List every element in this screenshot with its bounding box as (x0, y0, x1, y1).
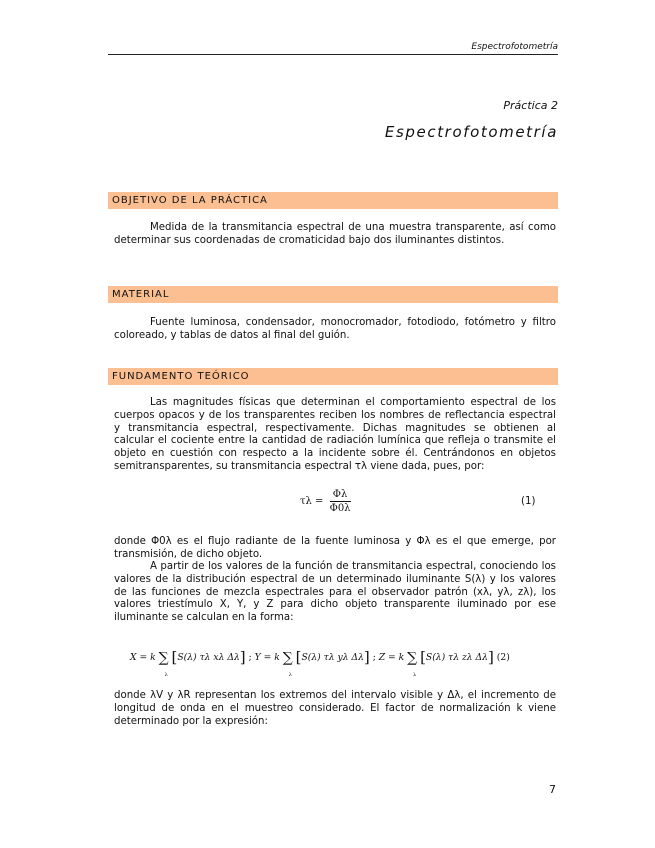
fundamento-paragraph-1: Las magnitudes físicas que determinan el comportamiento espectral de los cuerpos opacos y de los transparentes reciben los nombres de reflectancia espectral y transmitancia espectral, respectivamente. Dichas magnitudes se obtienen al calcular el cociente entre la cantidad de radiación lumínica que refleja o transmite el objeto en cuestión con respecto a la incidente sobre él. Centrándonos en objetos semitransparentes, su transmitancia espectral τλ viene dada, pues, por: (114, 397, 556, 472)
equation-1-fraction (330, 489, 351, 514)
equation-2-y-body: S(λ) τλ yλ Δλ (301, 652, 364, 663)
equation-2-y-lhs: Y = k (254, 652, 280, 663)
objetivo-paragraph: Medida de la transmitancia espectral de una muestra transparente, así como determinar sus coordenadas de cromaticidad bajo dos iluminantes distintos. (114, 222, 556, 246)
sum-limit: λ (413, 672, 417, 678)
sum-sign-icon: ∑ λ (407, 651, 417, 665)
equation-2-number: (2) (496, 652, 510, 663)
section-heading-objetivo: OBJETIVO DE LA PRÁCTICA (108, 192, 558, 209)
fundamento-paragraph-3: A partir de los valores de la función de transmitancia espectral, conociendo los valores de la distribución espectral de un determinado iluminante S(λ) y los valores de las funciones de mezcla espectrales para el observador patrón (xλ, yλ, zλ), los valores triestímulo X, Y, y Z para dicho objeto transparente iluminado por ese iluminante se calculan en la forma: (114, 561, 556, 624)
section-heading-material: MATERIAL (108, 286, 558, 303)
practice-label: Práctica 2 (503, 99, 558, 112)
equation-1-lhs: τλ = (300, 496, 324, 507)
fundamento-paragraph-4: donde λV y λR representan los extremos del intervalo visible y Δλ, el incremento de longitud de onda en el muestreo considerado. El factor de normalización k viene determinado por la expresión: (114, 690, 556, 727)
page-number: 7 (549, 783, 556, 796)
material-paragraph: Fuente luminosa, condensador, monocromador, fotodiodo, fotómetro y filtro coloreado, y tablas de datos al final del guión. (114, 317, 556, 341)
equation-2-x-body: S(λ) τλ xλ Δλ (177, 652, 240, 663)
equation-2-x-lhs: X = k (130, 652, 156, 663)
sum-sign-icon: ∑ λ (283, 651, 293, 665)
equation-2-separator: ; (248, 652, 252, 663)
fundamento-paragraph-2: donde Φ0λ es el flujo radiante de la fuente luminosa y Φλ es el que emerge, por transmisión, de dicho objeto. (114, 536, 556, 560)
sum-sign-icon: ∑ λ (159, 651, 169, 665)
equation-2-z-body: S(λ) τλ zλ Δλ (425, 652, 488, 663)
equation-1-numerator: Φλ (330, 489, 351, 502)
running-head: Espectrofotometría (108, 42, 558, 55)
sum-limit: λ (164, 672, 168, 678)
equation-1-denominator: Φ0λ (329, 503, 351, 514)
equation-1 (300, 489, 351, 514)
practice-title: Espectrofotometría (384, 123, 558, 141)
sum-limit: λ (288, 672, 292, 678)
equation-2-z-lhs: Z = k (378, 652, 405, 663)
equation-2: X = k ∑ λ [S(λ) τλ xλ Δλ] ; Y = k ∑ λ [S(λ) τλ yλ Δλ] ; Z = k ∑ λ [S(λ) τλ zλ Δλ] (2) (130, 650, 510, 665)
equation-1-number: (1) (521, 496, 536, 507)
section-heading-fundamento: FUNDAMENTO TEÓRICO (108, 368, 558, 385)
equation-2-separator: ; (372, 652, 376, 663)
